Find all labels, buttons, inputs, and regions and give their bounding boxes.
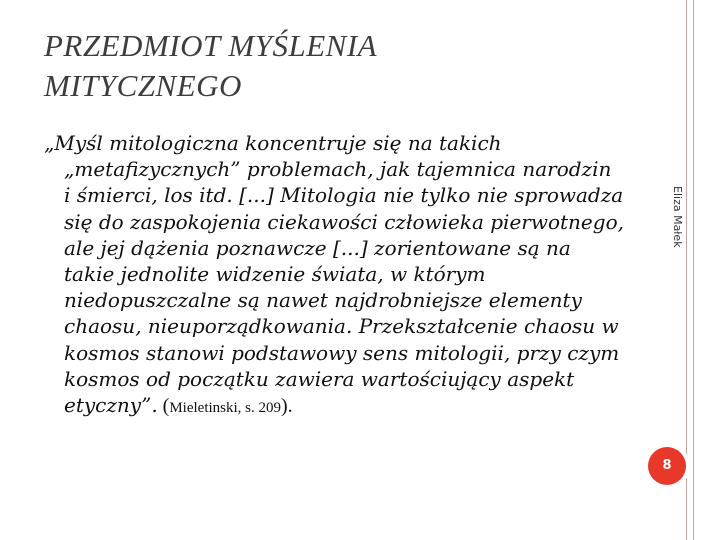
page-number: 8	[648, 447, 686, 485]
citation-open: (	[157, 395, 170, 418]
quote-block	[44, 130, 624, 421]
quote-paragraph	[44, 130, 624, 421]
author-label: Eliza Małek	[671, 186, 684, 248]
citation-source: Mieletinski, s. 209	[169, 400, 282, 417]
slide-title-line-2: MITYCZNEGO	[44, 68, 242, 103]
right-border-rule-outer	[693, 0, 694, 540]
quote-text: „Myśl mitologiczna koncentruje się na takich „metafizycznych” problemach, jak tajemnica narodzin i śmierci, los itd. [...] Mitologia nie tylko nie sprowadza się do zaspokojenia ciekawości człowieka pierwotnego, ale jej dążenia poznawcze [...] zorientowane są na takie jednolite widzenie świata, w którym niedopuszczalne są nawet najdrobniejsze elementy chaosu, nieuporządkowania. Przekształcenie chaosu w kosmos stanowi podstawowy sens mitologii, przy czym kosmos od początku zawiera wartościujący aspekt etyczny”.	[44, 131, 624, 418]
citation-close: ).	[281, 395, 293, 418]
slide-title-line-1: PRZEDMIOT MYŚLENIA	[44, 28, 378, 63]
slide-title	[44, 26, 604, 106]
